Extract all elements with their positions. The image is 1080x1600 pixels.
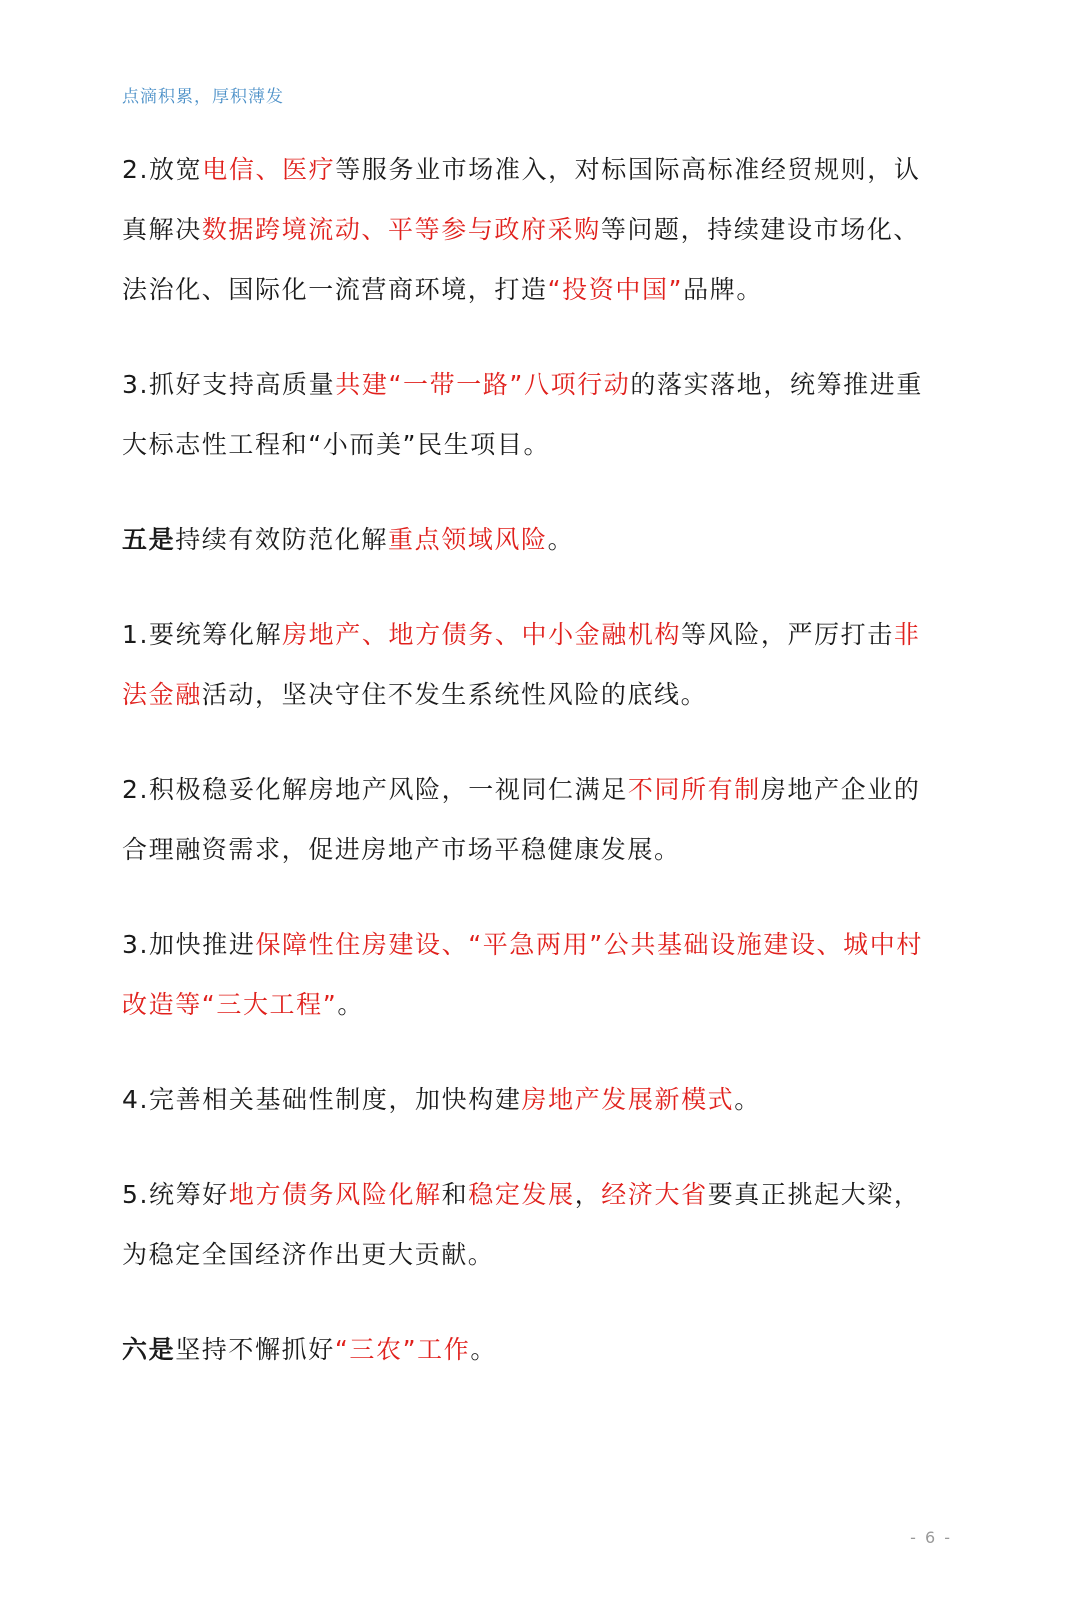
body-text: 的落实落地，统筹推进重大标志性工程和“小而美”民生项目。 [122, 370, 923, 459]
document-body [122, 140, 942, 1415]
body-text: 房地产企业的合理融资需求，促进房地产市场平稳健康发展。 [122, 775, 921, 864]
body-text: 品牌。 [683, 275, 763, 304]
body-text: 3.抓好支持高质量 [122, 370, 336, 399]
body-text: 等风险，严厉打击 [681, 620, 894, 649]
body-text: 坚持不懈抓好 [175, 1335, 335, 1364]
highlighted-text: 房地产、地方债务、中小金融机构 [282, 620, 682, 649]
highlighted-text: 重点领域风险 [388, 525, 548, 554]
highlighted-text: “三农”工作 [334, 1335, 471, 1364]
body-text: 。 [547, 525, 575, 554]
body-text: ， [574, 1180, 602, 1209]
paragraph-service-market-access [122, 140, 942, 320]
highlighted-text: 保障性住房建设、“平急两用”公共基础设施建设、城中村改造等“三大工程” [122, 930, 923, 1019]
paragraph-three-major-projects [122, 915, 942, 1035]
paragraph-new-development-model [122, 1070, 942, 1130]
highlighted-text: 数据跨境流动、平等参与政府采购 [201, 215, 601, 244]
paragraph-real-estate-risk [122, 760, 942, 880]
paragraph-risk-resolution [122, 605, 942, 725]
header-motto: 点滴积累，厚积薄发 [122, 87, 284, 107]
body-text: 等问题，持续建设市场化、法治化、国际化一流营商环境，打造 [122, 215, 921, 304]
bold-lead-text: 六是 [122, 1335, 176, 1364]
body-text: 3.加快推进 [122, 930, 256, 959]
body-text: 。 [734, 1085, 761, 1114]
body-text: 持续有效防范化解 [175, 525, 389, 554]
paragraph-local-debt [122, 1165, 942, 1285]
body-text: 要真正挑起大梁，为稳定全国经济作出更大贡献。 [122, 1180, 921, 1269]
body-text: 2.积极稳妥化解房地产风险，一视同仁满足 [122, 775, 628, 804]
body-text: 1.要统筹化解 [122, 620, 283, 649]
paragraph-section-six-heading [122, 1320, 942, 1380]
body-text: 5.统筹好 [122, 1180, 229, 1209]
paragraph-belt-and-road [122, 355, 942, 475]
bold-lead-text: 五是 [122, 525, 176, 554]
body-text: 活动，坚决守住不发生系统性风险的底线。 [201, 680, 708, 709]
highlighted-text: 不同所有制 [627, 775, 761, 804]
body-text: 等服务业市场准入，对标国际高标准经贸规则，认真解决 [122, 155, 921, 244]
highlighted-text: 共建“一带一路”八项行动 [335, 370, 631, 399]
highlighted-text: 房地产发展新模式 [521, 1085, 735, 1114]
highlighted-text: 稳定发展 [468, 1180, 575, 1209]
highlighted-text: 地方债务风险化解 [228, 1180, 442, 1209]
highlighted-text: “投资中国” [547, 275, 684, 304]
body-text: 和 [441, 1180, 469, 1209]
page-number: - 6 - [910, 1528, 952, 1547]
highlighted-text: 经济大省 [601, 1180, 708, 1209]
highlighted-text: 电信、医疗 [202, 155, 336, 184]
body-text: 。 [470, 1335, 497, 1364]
paragraph-section-five-heading [122, 510, 942, 570]
highlighted-text: 非法金融 [122, 620, 921, 709]
body-text: 2.放宽 [122, 155, 203, 184]
body-text: 。 [337, 990, 364, 1019]
body-text: 4.完善相关基础性制度，加快构建 [122, 1085, 522, 1114]
